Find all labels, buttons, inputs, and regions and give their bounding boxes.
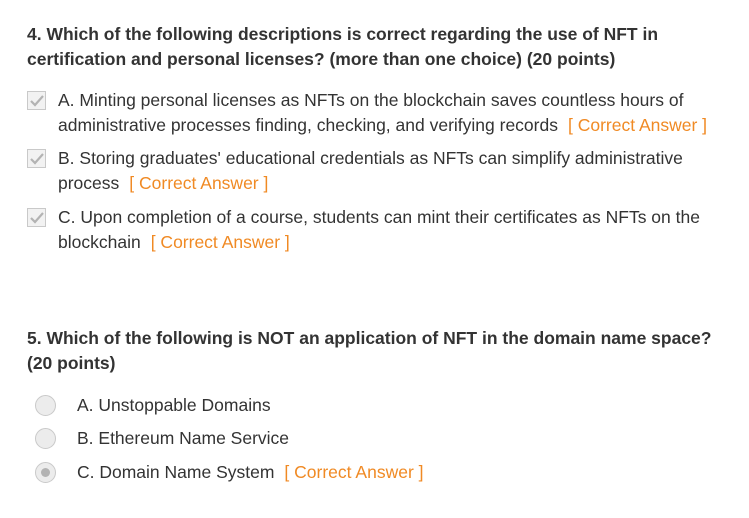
option-c[interactable]: [27, 205, 727, 255]
correct-answer-tag: [ Correct Answer ]: [567, 115, 708, 135]
option-a[interactable]: [27, 393, 727, 418]
option-label: B. Storing graduates' educational credentials as NFTs can simplify administrative process: [58, 148, 683, 193]
option-b[interactable]: [27, 426, 727, 451]
checkmark-icon: [29, 152, 45, 166]
question-5: [27, 326, 727, 485]
question-4: [27, 22, 727, 255]
checkbox[interactable]: [27, 149, 46, 168]
checkmark-icon: [29, 211, 45, 225]
correct-answer-tag: [ Correct Answer ]: [284, 462, 424, 482]
option-a[interactable]: [27, 88, 727, 138]
option-b[interactable]: [27, 146, 727, 196]
radio-button[interactable]: [35, 428, 56, 449]
radio-button-selected[interactable]: [35, 462, 56, 483]
radio-button[interactable]: [35, 395, 56, 416]
question-title: 5. Which of the following is NOT an application of NFT in the domain name space? (20 points): [27, 328, 712, 373]
correct-answer-tag: [ Correct Answer ]: [150, 232, 290, 252]
question-title: 4. Which of the following descriptions is correct regarding the use of NFT in certification and personal licenses? (more than one choice) (20 points): [27, 24, 659, 69]
option-label: A. Minting personal licenses as NFTs on the blockchain saves countless hours of administrative processes finding, checking, and verifying records: [58, 90, 684, 135]
checkbox[interactable]: [27, 208, 46, 227]
option-label: C. Upon completion of a course, students can mint their certificates as NFTs on the blockchain: [58, 207, 700, 252]
correct-answer-tag: [ Correct Answer ]: [129, 173, 269, 193]
option-label: B. Ethereum Name Service: [77, 428, 290, 448]
radio-selected-dot: [41, 468, 50, 477]
option-label: C. Domain Name System: [77, 462, 275, 482]
option-label: A. Unstoppable Domains: [77, 395, 271, 415]
checkmark-icon: [29, 94, 45, 108]
option-c[interactable]: [27, 460, 727, 485]
checkbox[interactable]: [27, 91, 46, 110]
